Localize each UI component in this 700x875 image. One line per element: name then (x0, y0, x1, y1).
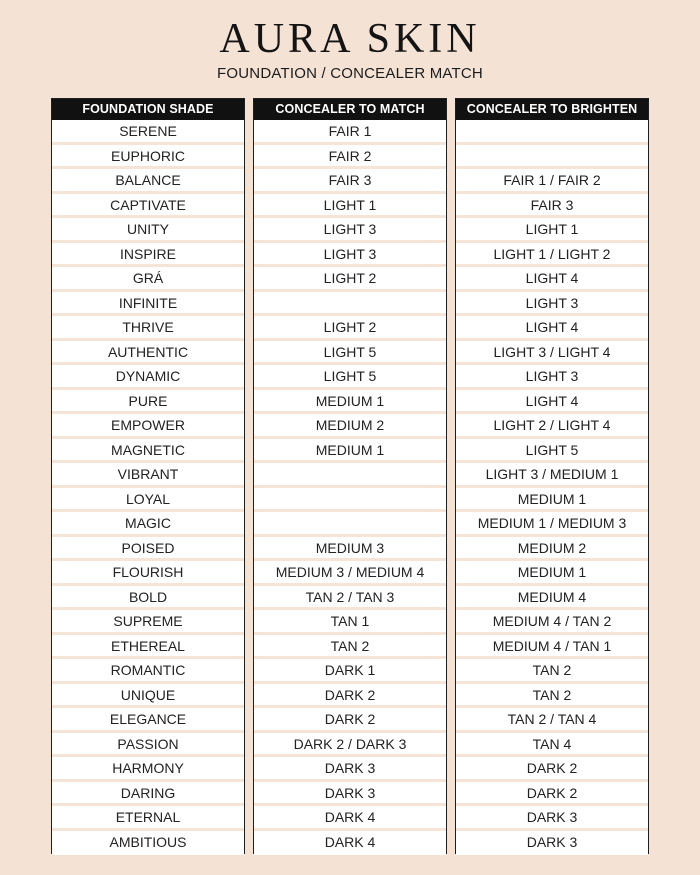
table-cell: LIGHT 2 (254, 267, 446, 292)
table-cell: ETERNAL (52, 806, 244, 831)
table-cell: LIGHT 1 (456, 218, 648, 243)
table-cell: INSPIRE (52, 243, 244, 268)
table-cell: LIGHT 1 (254, 194, 446, 219)
table-cell: PURE (52, 390, 244, 415)
table-cell: TAN 2 (254, 635, 446, 660)
table-cell: FAIR 3 (254, 169, 446, 194)
table-cell (254, 488, 446, 513)
table-cell: LOYAL (52, 488, 244, 513)
column-header-concealer-to-brighten: CONCEALER TO BRIGHTEN (456, 99, 648, 120)
column-header-foundation-shade: FOUNDATION SHADE (52, 99, 244, 120)
table-cell: TAN 1 (254, 610, 446, 635)
table-cell: MEDIUM 1 (254, 390, 446, 415)
table-cell: DARK 2 (456, 757, 648, 782)
table-cell: DARING (52, 782, 244, 807)
table-cell: MEDIUM 3 / MEDIUM 4 (254, 561, 446, 586)
table-cell: LIGHT 2 / LIGHT 4 (456, 414, 648, 439)
table-cell: ETHEREAL (52, 635, 244, 660)
table-cell: MAGNETIC (52, 439, 244, 464)
table-cell: DARK 2 / DARK 3 (254, 733, 446, 758)
table-cell: DARK 4 (254, 831, 446, 856)
table-cell (254, 292, 446, 317)
table-cell: SUPREME (52, 610, 244, 635)
table-cell: TAN 2 / TAN 3 (254, 586, 446, 611)
table-cell: LIGHT 3 (254, 218, 446, 243)
page-subtitle: FOUNDATION / CONCEALER MATCH (217, 65, 483, 82)
table-cell: TAN 2 (456, 659, 648, 684)
table-cell: MEDIUM 2 (456, 537, 648, 562)
table-cell: TAN 4 (456, 733, 648, 758)
table-cell: DARK 3 (254, 757, 446, 782)
table-cell: BOLD (52, 586, 244, 611)
table-cell (254, 463, 446, 488)
foundation-shade-column (51, 98, 245, 854)
table-cell: EMPOWER (52, 414, 244, 439)
table-cell: DARK 3 (456, 831, 648, 856)
table-cell: EUPHORIC (52, 145, 244, 170)
table-cell: LIGHT 4 (456, 316, 648, 341)
column-header-concealer-to-match: CONCEALER TO MATCH (254, 99, 446, 120)
table-cell: LIGHT 3 (456, 365, 648, 390)
table-cell: PASSION (52, 733, 244, 758)
table-cell (456, 145, 648, 170)
table-cell: THRIVE (52, 316, 244, 341)
table-cell: DARK 3 (456, 806, 648, 831)
table-cell: MEDIUM 4 / TAN 2 (456, 610, 648, 635)
concealer-to-brighten-column (455, 98, 649, 854)
table-cell: LIGHT 3 / MEDIUM 1 (456, 463, 648, 488)
table-cell: TAN 2 / TAN 4 (456, 708, 648, 733)
table-cell: BALANCE (52, 169, 244, 194)
table-cell: FAIR 3 (456, 194, 648, 219)
table-cell: DARK 2 (254, 708, 446, 733)
table-cell: UNIQUE (52, 684, 244, 709)
table-cell (254, 512, 446, 537)
table-cell: HARMONY (52, 757, 244, 782)
table-cell: DARK 2 (456, 782, 648, 807)
table-cell: CAPTIVATE (52, 194, 244, 219)
table-cell: ROMANTIC (52, 659, 244, 684)
table-cell: SERENE (52, 120, 244, 145)
table-cell: MEDIUM 1 / MEDIUM 3 (456, 512, 648, 537)
table-cell: LIGHT 4 (456, 390, 648, 415)
table-cell: ELEGANCE (52, 708, 244, 733)
table-cell: FLOURISH (52, 561, 244, 586)
table-cell: TAN 2 (456, 684, 648, 709)
brand-title: AURA SKIN (219, 16, 481, 62)
table-cell: MEDIUM 1 (456, 488, 648, 513)
table-cell: DYNAMIC (52, 365, 244, 390)
table-cell (456, 120, 648, 145)
table-cell: DARK 2 (254, 684, 446, 709)
table-cell: LIGHT 3 / LIGHT 4 (456, 341, 648, 366)
table-cell: LIGHT 5 (254, 341, 446, 366)
table-cell: LIGHT 1 / LIGHT 2 (456, 243, 648, 268)
table-cell: GRÁ (52, 267, 244, 292)
table-cell: LIGHT 3 (456, 292, 648, 317)
table-cell: MEDIUM 3 (254, 537, 446, 562)
table-cell: LIGHT 5 (254, 365, 446, 390)
table-cell: LIGHT 2 (254, 316, 446, 341)
table-cell: MEDIUM 4 / TAN 1 (456, 635, 648, 660)
table-cell: POISED (52, 537, 244, 562)
table-cell: FAIR 1 (254, 120, 446, 145)
table-cell: MEDIUM 1 (456, 561, 648, 586)
table-cell: DARK 4 (254, 806, 446, 831)
table-cell: LIGHT 4 (456, 267, 648, 292)
table-cell: FAIR 1 / FAIR 2 (456, 169, 648, 194)
table-cell: LIGHT 3 (254, 243, 446, 268)
table-cell: VIBRANT (52, 463, 244, 488)
table-cell: LIGHT 5 (456, 439, 648, 464)
table-cell: UNITY (52, 218, 244, 243)
table-cell: INFINITE (52, 292, 244, 317)
table-cell: MAGIC (52, 512, 244, 537)
table-cell: AUTHENTIC (52, 341, 244, 366)
concealer-to-match-column (253, 98, 447, 854)
table-cell: DARK 3 (254, 782, 446, 807)
table-cell: DARK 1 (254, 659, 446, 684)
table-cell: MEDIUM 2 (254, 414, 446, 439)
table-cell: FAIR 2 (254, 145, 446, 170)
table-cell: AMBITIOUS (52, 831, 244, 856)
table-cell: MEDIUM 1 (254, 439, 446, 464)
table-cell: MEDIUM 4 (456, 586, 648, 611)
